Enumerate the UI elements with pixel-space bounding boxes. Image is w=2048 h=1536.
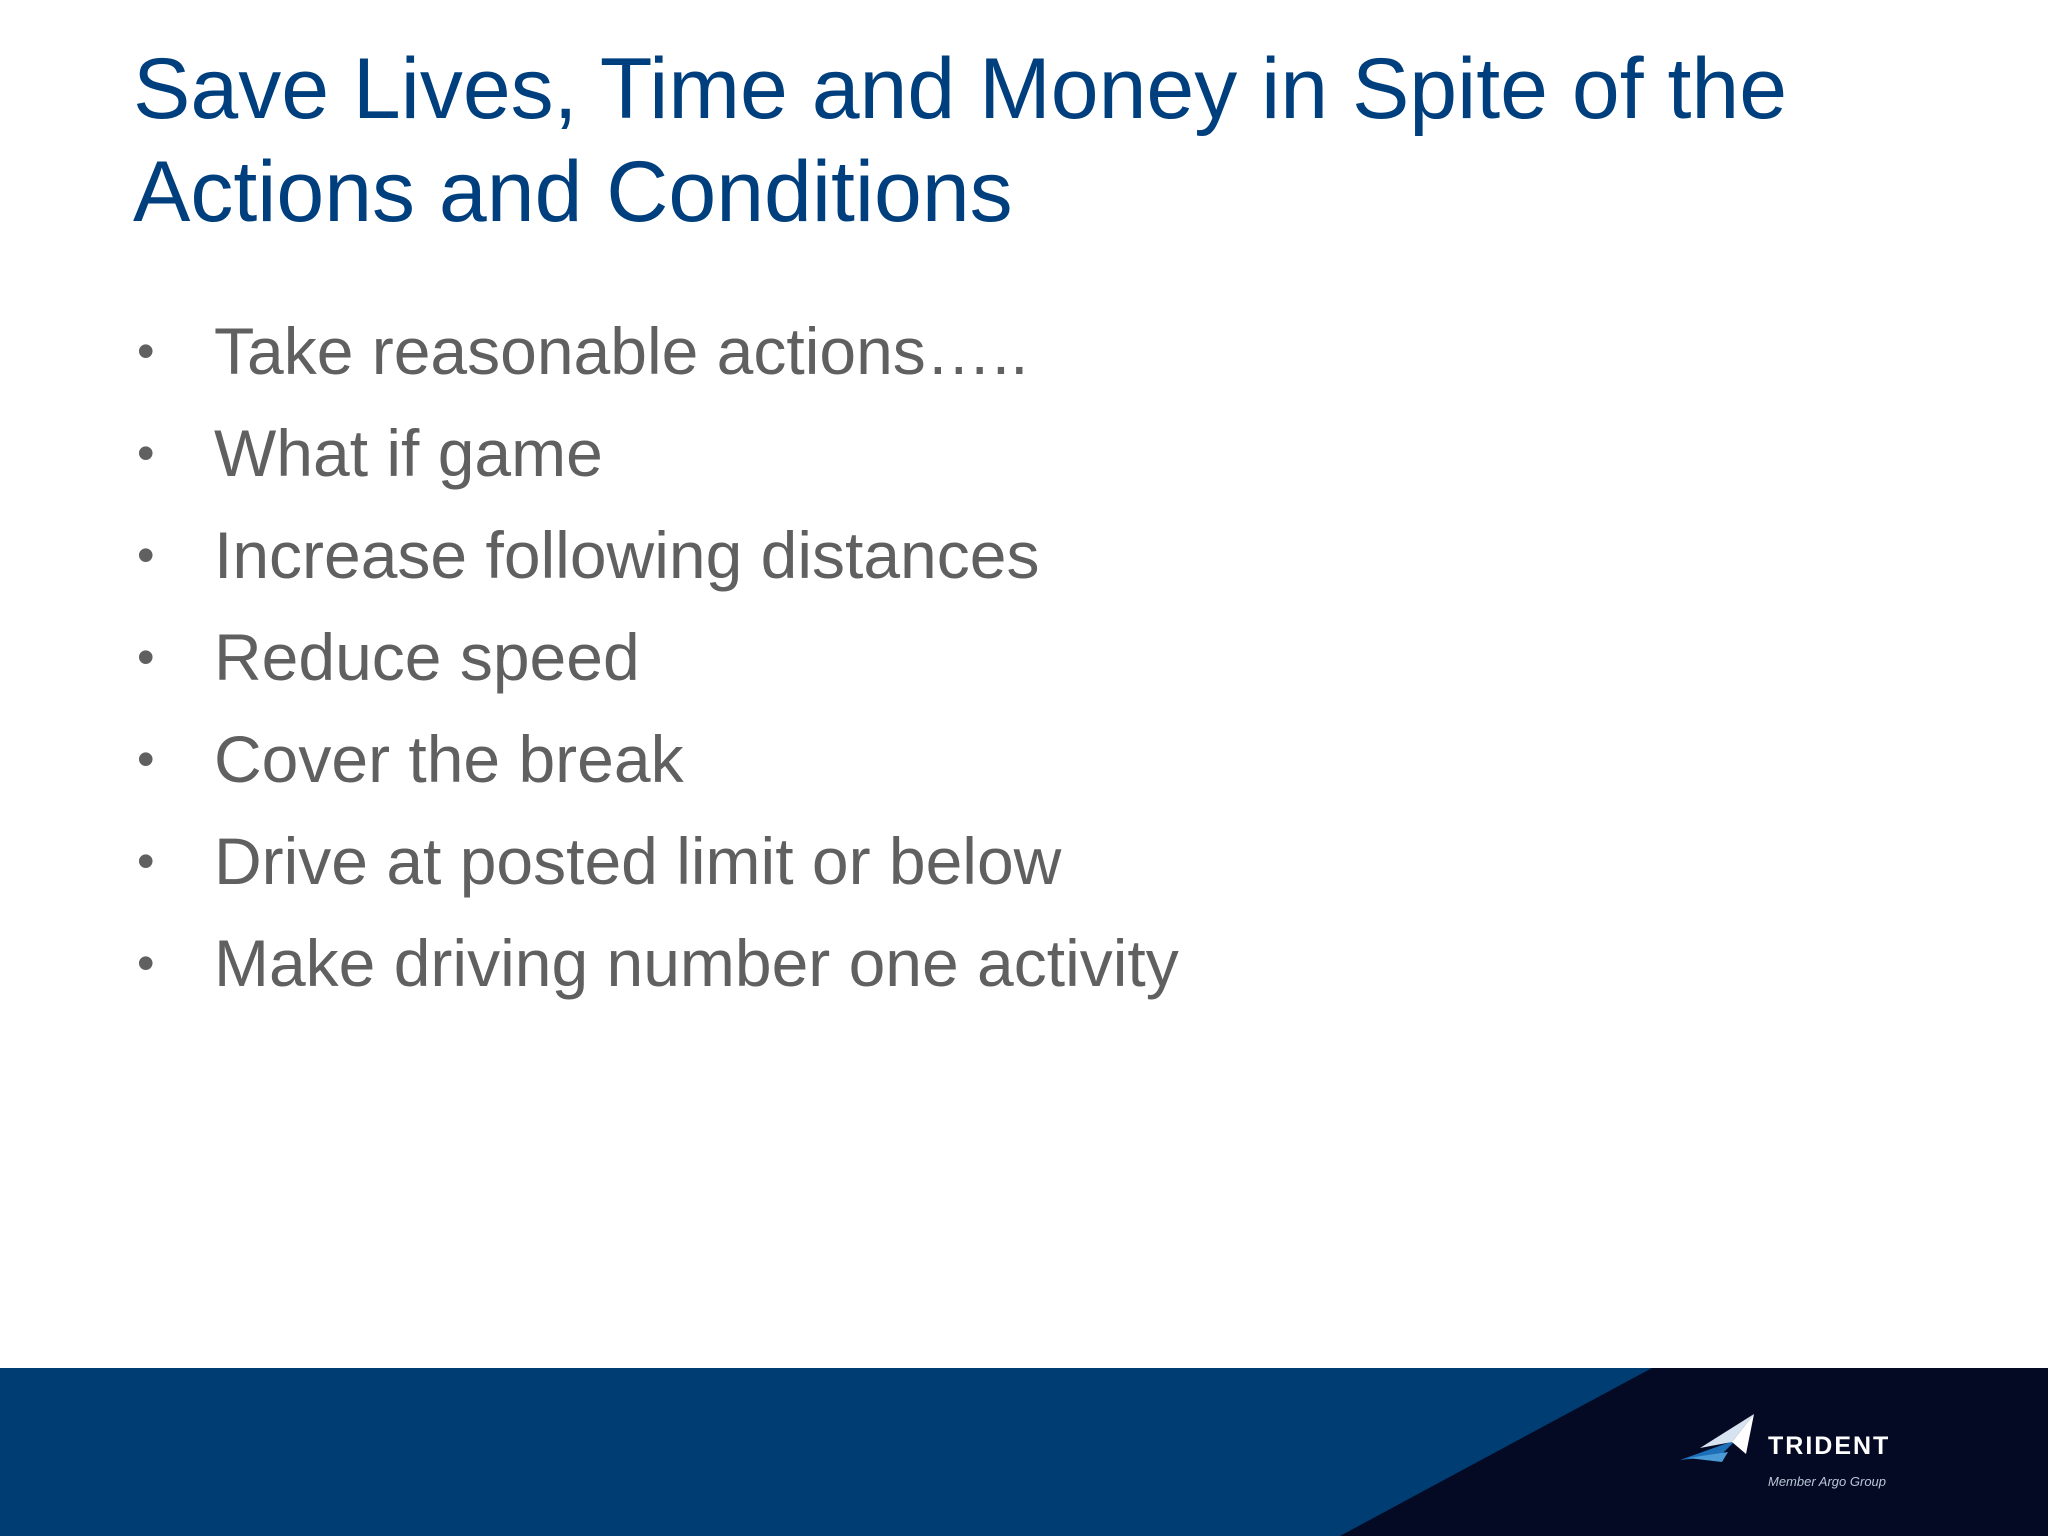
logo-tagline: Member Argo Group bbox=[1768, 1474, 1887, 1489]
bullet-dot: • bbox=[137, 833, 155, 889]
bullet-text: Take reasonable actions….. bbox=[214, 314, 1029, 388]
bullet-text: Make driving number one activity bbox=[214, 926, 1179, 1000]
bullet-item bbox=[0, 616, 1600, 718]
bullet-item bbox=[0, 412, 1600, 514]
logo-wordmark: TRIDENT bbox=[1768, 1432, 1891, 1460]
bullet-text: Cover the break bbox=[214, 722, 684, 796]
bullet-item bbox=[0, 310, 1600, 412]
bullet-dot: • bbox=[137, 527, 155, 583]
bullet-item bbox=[0, 820, 1600, 922]
bullet-item bbox=[0, 922, 1600, 1024]
bullet-text: Drive at posted limit or below bbox=[214, 824, 1062, 898]
bullet-dot: • bbox=[137, 425, 155, 481]
bullet-text: Increase following distances bbox=[214, 518, 1040, 592]
bullet-text: What if game bbox=[214, 416, 603, 490]
trident-arrow-icon bbox=[1680, 1412, 1766, 1472]
bullet-list bbox=[0, 310, 1600, 1024]
trident-logo bbox=[1680, 1412, 1910, 1492]
bullet-text: Reduce speed bbox=[214, 620, 640, 694]
bullet-item bbox=[0, 718, 1600, 820]
bullet-dot: • bbox=[137, 935, 155, 991]
bullet-dot: • bbox=[137, 323, 155, 379]
bullet-dot: • bbox=[137, 731, 155, 787]
bullet-dot: • bbox=[137, 629, 155, 685]
bullet-item bbox=[0, 514, 1600, 616]
slide-title: Save Lives, Time and Money in Spite of the Actions and Conditions bbox=[133, 41, 1788, 240]
